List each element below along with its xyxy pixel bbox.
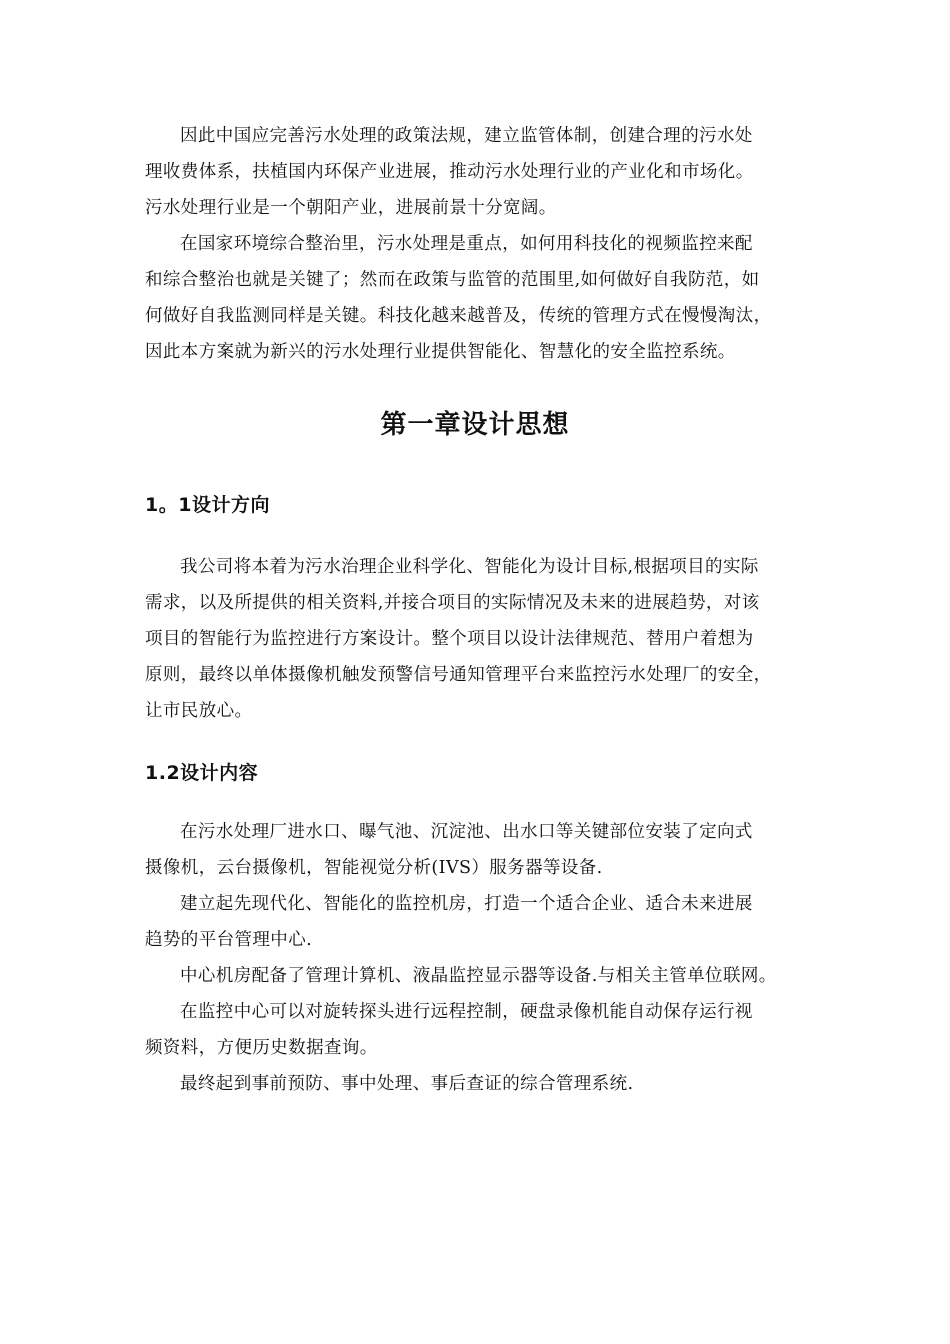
section-1-2-paragraph-4 [145, 994, 815, 1066]
text-line: 建立起先现代化、智能化的监控机房，打造一个适合企业、适合未来进展 [180, 894, 753, 914]
text-line: 频资料，方便历史数据查询。 [145, 1038, 378, 1058]
text-line: 需求，以及所提供的相关资料,并接合项目的实际情况及未来的进展趋势，对该 [145, 593, 760, 613]
text-line: 最终起到事前预防、事中处理、事后查证的综合管理系统. [180, 1074, 634, 1094]
chapter-title: 第一章设计思想 [380, 410, 570, 440]
text-line: 在国家环境综合整治里，污水处理是重点，如何用科技化的视频监控来配 [180, 234, 753, 254]
text-line: 理收费体系，扶植国内环保产业进展，推动污水处理行业的产业化和市场化。 [145, 162, 754, 182]
text-line: 我公司将本着为污水治理企业科学化、智能化为设计目标,根据项目的实际 [180, 557, 759, 577]
text-line: 因此中国应完善污水处理的政策法规，建立监管体制，创建合理的污水处 [180, 126, 753, 146]
text-line: 因此本方案就为新兴的污水处理行业提供智能化、智慧化的安全监控系统。 [145, 342, 736, 362]
text-line: 污水处理行业是一个朝阳产业，进展前景十分宽阔。 [145, 198, 557, 218]
section-1-1-paragraph [145, 549, 815, 729]
text-line: 何做好自我监测同样是关键。科技化越来越普及，传统的管理方式在慢慢淘汰， [145, 306, 772, 326]
section-heading-1-1: 1。1设计方向 [145, 494, 270, 516]
text-line: 中心机房配备了管理计算机、液晶监控显示器等设备.与相关主管单位联网。 [180, 966, 777, 986]
text-line: 趋势的平台管理中心. [145, 930, 313, 950]
section-heading-1-2: 1.2设计内容 [145, 762, 259, 784]
section-1-2-paragraph-3 [145, 958, 815, 994]
intro-paragraph-2 [145, 226, 815, 370]
text-line: 让市民放心。 [145, 701, 253, 721]
text-line: 摄像机，云台摄像机，智能视觉分析(IVS）服务器等设备. [145, 858, 603, 878]
section-1-2-paragraph-5 [145, 1066, 815, 1102]
text-line: 原则，最终以单体摄像机触发预警信号通知管理平台来监控污水处理厂的安全， [145, 665, 772, 685]
section-1-2-paragraph-2 [145, 886, 815, 958]
intro-paragraph-1 [145, 118, 815, 226]
text-line: 和综合整治也就是关键了；然而在政策与监管的范围里,如何做好自我防范，如 [145, 270, 760, 290]
text-line: 在监控中心可以对旋转探头进行远程控制，硬盘录像机能自动保存运行视 [180, 1002, 753, 1022]
section-1-2-paragraph-1 [145, 814, 815, 886]
text-line: 项目的智能行为监控进行方案设计。整个项目以设计法律规范、替用户着想为 [145, 629, 754, 649]
text-line: 在污水处理厂进水口、曝气池、沉淀池、出水口等关键部位安装了定向式 [180, 822, 753, 842]
